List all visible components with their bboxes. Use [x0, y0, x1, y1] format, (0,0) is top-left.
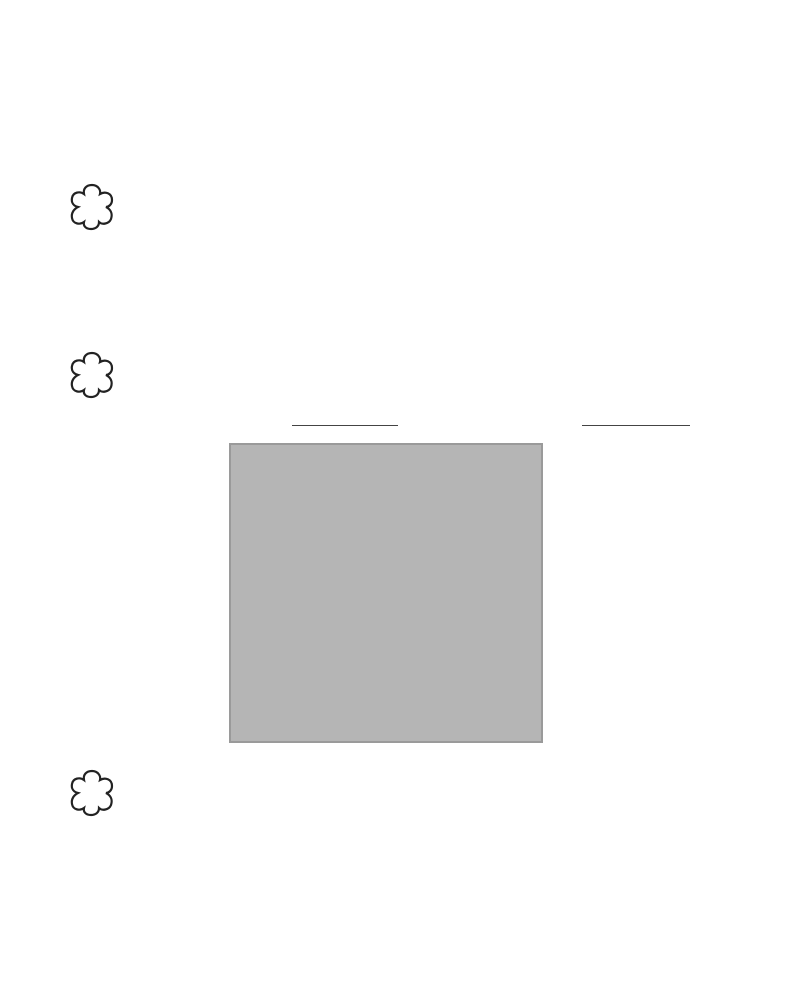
bottom-leaf-border — [0, 888, 800, 948]
count-answer-line — [146, 406, 696, 432]
picture-grid — [229, 443, 543, 743]
task-number-badge — [64, 181, 120, 231]
flower-badge-icon — [64, 349, 120, 399]
moons-count-blank[interactable] — [582, 425, 690, 426]
top-leaf-border — [0, 50, 800, 96]
flower-badge-icon — [64, 767, 120, 817]
task-number-badge — [64, 767, 120, 817]
stars-count-blank[interactable] — [292, 425, 398, 426]
flower-badge-icon — [64, 181, 120, 231]
task-number-badge — [64, 349, 120, 399]
